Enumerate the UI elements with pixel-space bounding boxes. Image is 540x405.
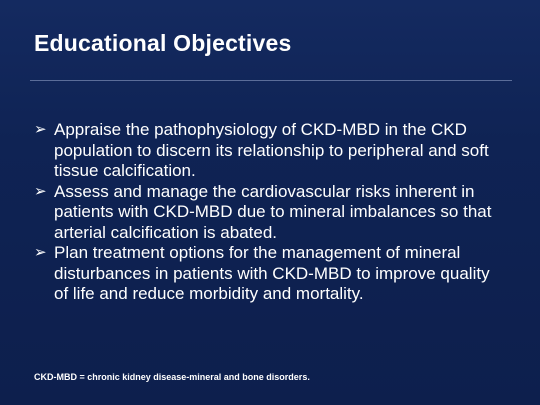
arrow-bullet-icon: ➢ — [34, 121, 47, 138]
footnote: CKD-MBD = chronic kidney disease-mineral and bone disorders. — [34, 372, 310, 382]
objective-item — [34, 182, 504, 244]
objective-item — [34, 120, 504, 182]
title-divider — [30, 80, 512, 81]
objective-text: Appraise the pathophysiology of CKD-MBD in the CKD population to discern its relationship to peripheral and soft tissue calcification. — [54, 120, 489, 180]
slide-title: Educational Objectives — [34, 30, 292, 56]
objective-item — [34, 243, 504, 305]
arrow-bullet-icon: ➢ — [34, 244, 47, 261]
objective-text: Plan treatment options for the management of mineral disturbances in patients with CKD-MBD to improve quality of life and reduce morbidity and mortality. — [54, 243, 490, 303]
arrow-bullet-icon: ➢ — [34, 182, 47, 200]
objective-text: Assess and manage the cardiovascular risks inherent in patients with CKD-MBD due to mineral imbalances so that arterial calcification is abated. — [54, 181, 492, 242]
objectives-list — [34, 120, 504, 305]
